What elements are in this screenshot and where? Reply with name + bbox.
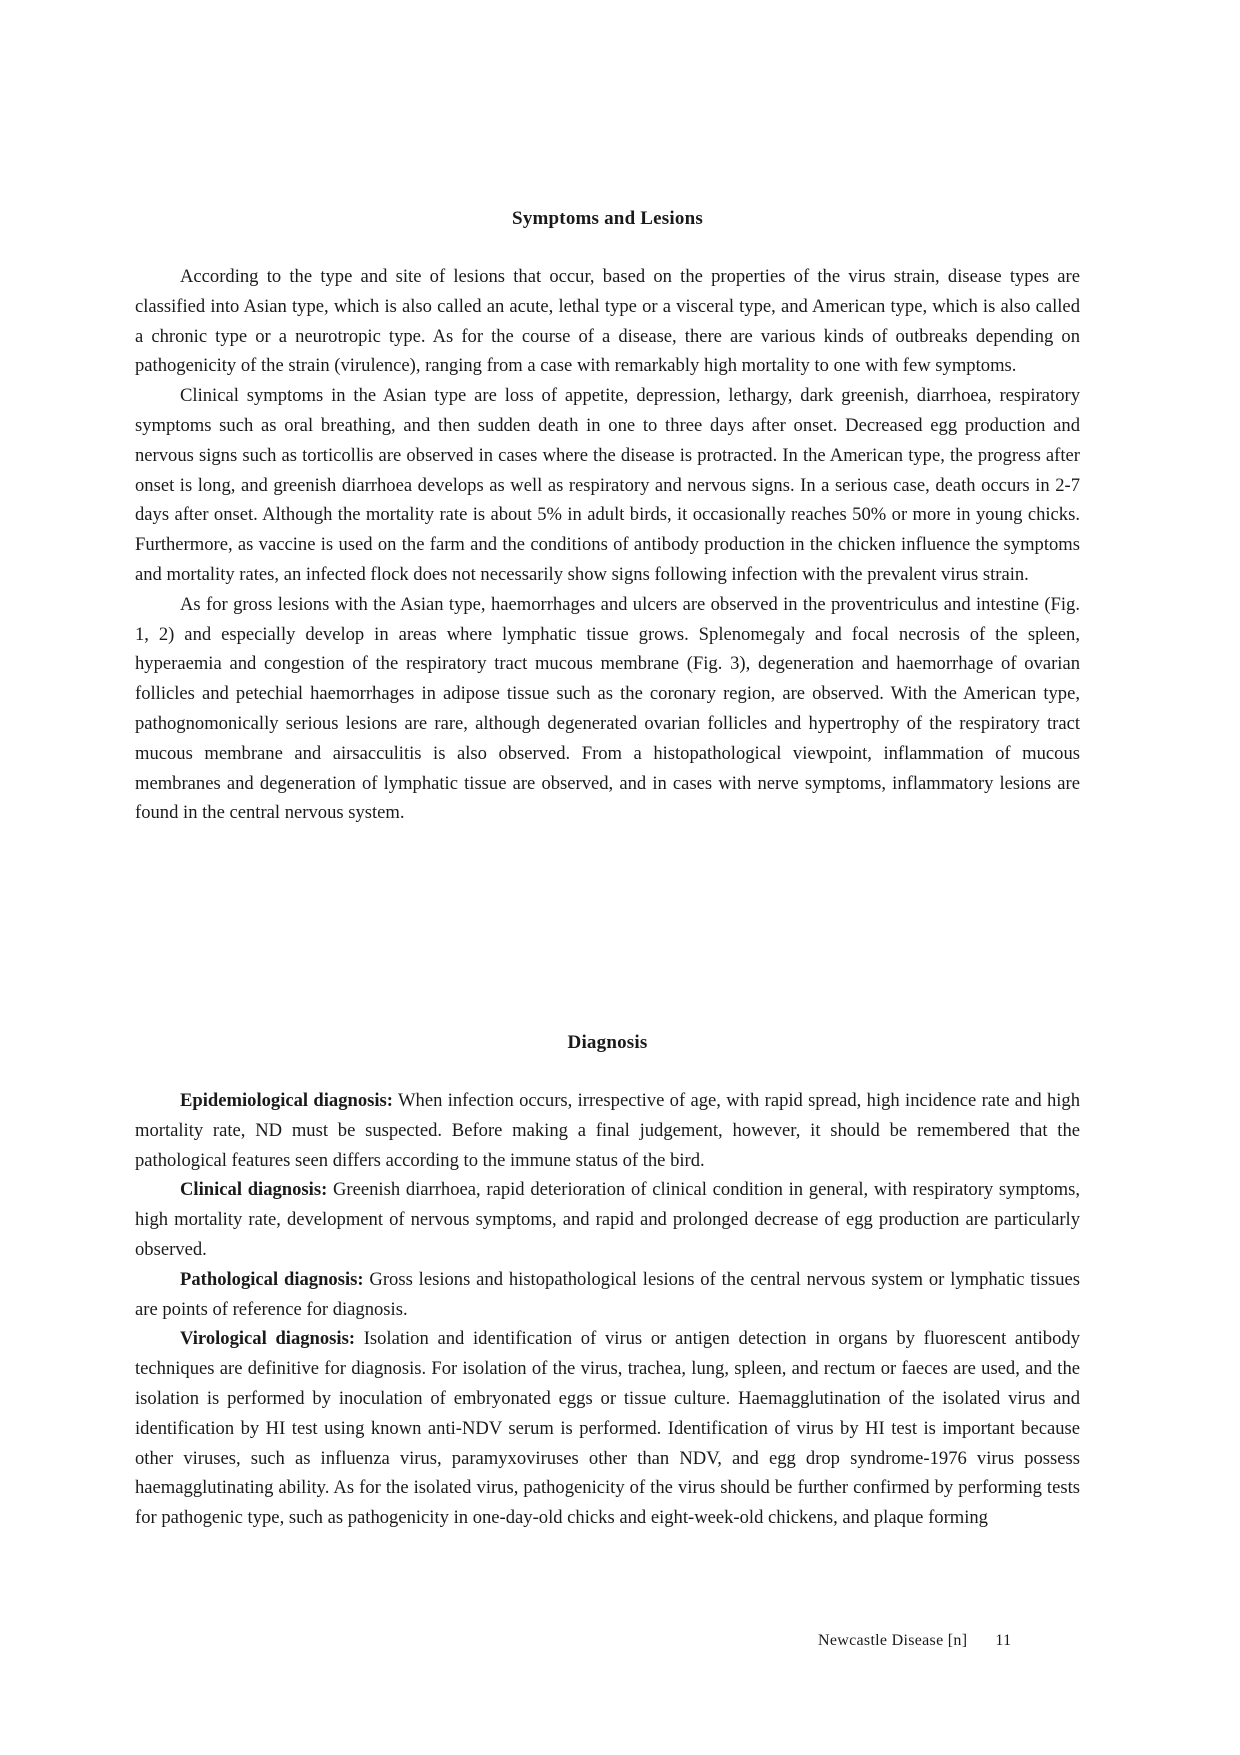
virological-diagnosis-paragraph: [135, 1324, 1080, 1533]
epidemiological-diagnosis-term: Epidemiological diagnosis:: [180, 1090, 393, 1111]
diagnosis-body: [135, 1086, 1080, 1533]
epidemiological-diagnosis-paragraph: [135, 1086, 1080, 1175]
page-footer: [818, 1632, 1011, 1650]
symptoms-paragraph-3: As for gross lesions with the Asian type, haemorrhages and ulcers are observed in the proventriculus and intestine (Fig. 1, 2) and especially develop in areas where lymphatic tissue grows. Splenomegaly and focal necrosis of the spleen, hyperaemia and congestion of the respiratory tract mucous membrane (Fig. 3), degeneration and haemorrhage of ovarian follicles and petechial haemorrhages in adipose tissue such as the coronary region, are observed. With the American type, pathognomonically serious lesions are rare, although degenerated ovarian follicles and hypertrophy of the respiratory tract mucous membrane and airsacculitis is also observed. From a histopathological viewpoint, inflammation of mucous membranes and degeneration of lymphatic tissue are observed, and in cases with nerve symptoms, inflammatory lesions are found in the central nervous system.: [135, 593, 1080, 824]
pathological-diagnosis-term: Pathological diagnosis:: [180, 1268, 364, 1290]
running-title: Newcastle Disease [n]: [818, 1632, 968, 1649]
pathological-diagnosis-text: Gross lesions and histopathological lesions of the central nervous system or lymphatic tissues are points of reference for diagnosis.: [135, 1268, 1081, 1320]
clinical-diagnosis-text: Greenish diarrhoea, rapid deterioration of clinical condition in general, with respiratory symptoms, high mortality rate, development of nervous symptoms, and rapid and prolonged decrease of egg production are particularly observed.: [135, 1179, 1080, 1260]
virological-diagnosis-text: Isolation and identification of virus or antigen detection in organs by fluorescent antibody techniques are definitive for diagnosis. For isolation of the virus, trachea, lung, spleen, and rectum or faeces are used, and the isolation is performed by inoculation of embryonated eggs or tissue culture. Haemagglutination of the isolated virus and identification by HI test using known anti-NDV serum is performed. Identification of virus by HI test is important because other viruses, such as influenza virus, paramyxoviruses other than NDV, and egg drop syndrome-1976 virus possess haemagglutinating ability. As for the isolated virus, pathogenicity of the virus should be further confirmed by performing tests for pathogenic type, such as pathogenicity in one-day-old chicks and eight-week-old chickens, and plaque forming: [135, 1328, 1080, 1529]
clinical-diagnosis-term: Clinical diagnosis:: [180, 1179, 328, 1201]
epidemiological-diagnosis-text: When infection occurs, irrespective of age, with rapid spread, high incidence rate and high mortality rate, ND must be suspected. Before making a final judgement, however, it should be remembered that the pathological features seen differs according to the immune status of the bird.: [135, 1090, 1081, 1171]
symptoms-paragraph-1: According to the type and site of lesions that occur, based on the properties of the virus strain, disease types are classified into Asian type, which is also called an acute, lethal type or a visceral type, and American type, which is also called a chronic type or a neurotropic type. As for the course of a disease, there are various kinds of outbreaks depending on pathogenicity of the strain (virulence), ranging from a case with remarkably high mortality to one with few symptoms.: [135, 266, 1080, 377]
page-number: 11: [995, 1632, 1012, 1649]
symptoms-body: [135, 262, 1080, 828]
virological-diagnosis-term: Virological diagnosis:: [180, 1328, 356, 1350]
symptoms-and-lesions-heading: Symptoms and Lesions: [512, 208, 703, 229]
clinical-diagnosis-paragraph: [135, 1175, 1080, 1264]
pathological-diagnosis-paragraph: [135, 1265, 1080, 1325]
symptoms-paragraph-2: Clinical symptoms in the Asian type are loss of appetite, depression, lethargy, dark greenish, diarrhoea, respiratory symptoms such as oral breathing, and then sudden death in one to three days after onset. Decreased egg production and nervous signs such as torticollis are observed in cases where the disease is protracted. In the American type, the progress after onset is long, and greenish diarrhoea develops as well as respiratory and nervous signs. In a serious case, death occurs in 2-7 days after onset. Although the mortality rate is about 5% in adult birds, it occasionally reaches 50% or more in young chicks. Furthermore, as vaccine is used on the farm and the conditions of antibody production in the chicken influence the symptoms and mortality rates, an infected flock does not necessarily show signs following infection with the prevalent virus strain.: [135, 385, 1080, 585]
diagnosis-heading: Diagnosis: [567, 1032, 648, 1053]
